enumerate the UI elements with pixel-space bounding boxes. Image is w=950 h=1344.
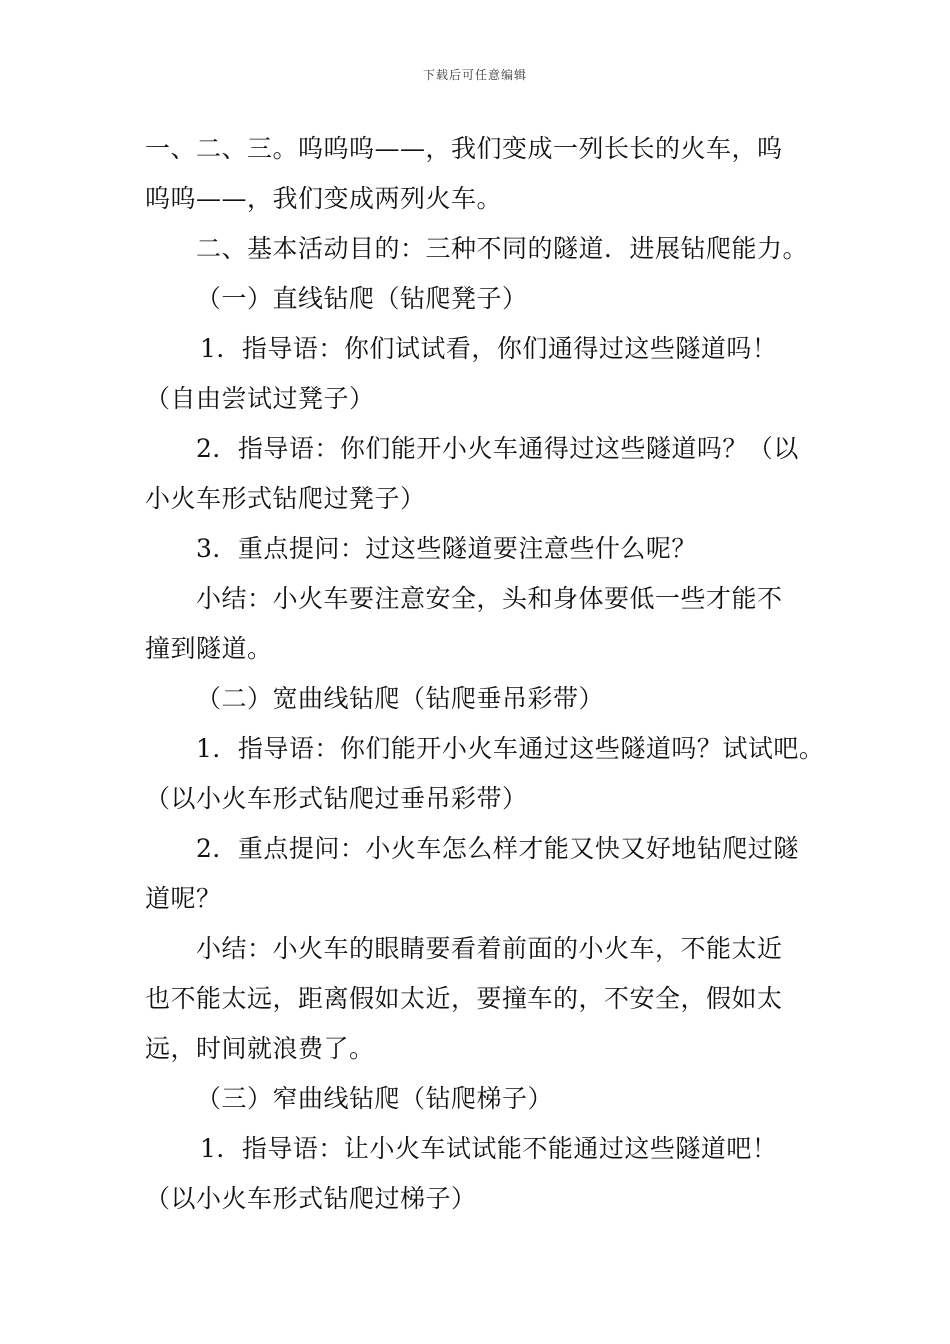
text-line: 小火车形式钻爬过凳子）	[145, 484, 426, 513]
text-line: 二、基本活动目的：三种不同的隧道．进展钻爬能力。	[196, 234, 809, 263]
text-line: （以小火车形式钻爬过梯子）	[145, 1184, 477, 1213]
text-line: 小结：小火车要注意安全，头和身体要低一些才能不	[196, 584, 783, 613]
text-line: 2．重点提问：小火车怎么样才能又快又好地钻爬过隧	[196, 834, 799, 863]
text-line: 也不能太远，距离假如太近，要撞车的，不安全，假如太	[145, 984, 783, 1013]
text-line: 2．指导语：你们能开小火车通得过这些隧道吗？（以	[196, 434, 799, 463]
text-line: 3．重点提问：过这些隧道要注意些什么呢？	[196, 534, 697, 563]
text-line: 1．指导语：你们能开小火车通过这些隧道吗？试试吧。	[196, 734, 825, 763]
text-line: 撞到隧道。	[145, 634, 273, 663]
text-line: 1．指导语：让小火车试试能不能通过这些隧道吧！	[200, 1134, 778, 1163]
text-line: （自由尝试过凳子）	[145, 384, 375, 413]
text-line: 远，时间就浪费了。	[145, 1034, 375, 1063]
text-line: 1．指导语：你们试试看，你们通得过这些隧道吗！	[200, 334, 778, 363]
text-line: 一、二、三。呜呜呜——，我们变成一列长长的火车，呜	[145, 134, 783, 163]
text-line: 呜呜——，我们变成两列火车。	[145, 184, 503, 213]
text-line: （以小火车形式钻爬过垂吊彩带）	[145, 784, 528, 813]
text-line: 道呢？	[145, 884, 222, 913]
section-heading: （一）直线钻爬（钻爬凳子）	[196, 284, 528, 313]
section-heading: （二）宽曲线钻爬（钻爬垂吊彩带）	[196, 684, 605, 713]
text-line: 小结：小火车的眼睛要看着前面的小火车，不能太近	[196, 934, 783, 963]
section-heading: （三）窄曲线钻爬（钻爬梯子）	[196, 1084, 554, 1113]
page-header: 下载后可任意编辑	[422, 68, 527, 82]
